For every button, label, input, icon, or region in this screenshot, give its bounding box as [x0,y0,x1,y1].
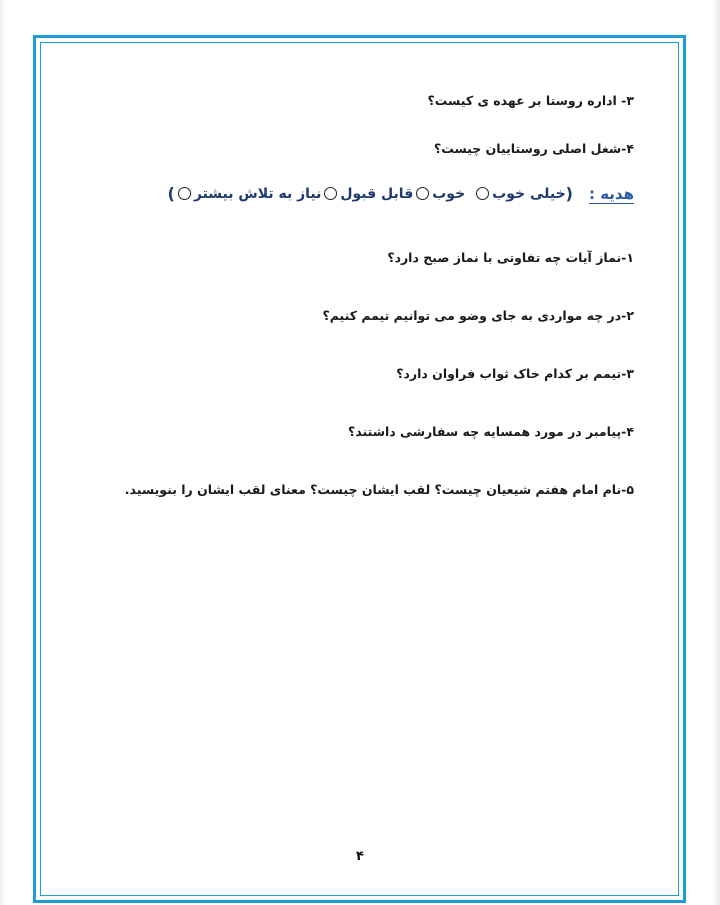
option-very-good: خیلی خوب [492,185,566,202]
question-tayammum-soil: ۳-تیمم بر کدام خاک ثواب فراوان دارد؟ [396,366,634,381]
page-number: ۴ [356,849,364,864]
gift-label: هدیه : [588,184,634,203]
open-paren: ( [565,184,573,203]
question-village-administration: ۳- اداره روستا بر عهده ی کیست؟ [427,93,634,108]
radio-good-icon[interactable] [416,187,429,200]
option-acceptable: قابل قبول [340,185,414,202]
question-prophet-neighbor: ۴-پیامبر در مورد همسایه چه سفارشی داشتند؟ [348,424,634,439]
close-paren: ) [167,184,175,203]
option-needs-effort: نیاز به تلاش بیشتر [193,185,322,202]
option-good: خوب [432,185,466,202]
grading-row [168,184,634,203]
question-tayammum-cases: ۲-در چه مواردی به جای وضو می توانیم تیمم کنیم؟ [322,308,634,323]
radio-very-good-icon[interactable] [476,187,489,200]
question-ayat-prayer: ۱-نماز آیات چه تفاوتی با نماز صبح دارد؟ [387,250,634,265]
question-seventh-imam: ۵-نام امام هفتم شیعیان چیست؟ لقب ایشان چیست؟ معنای لقب ایشان را بنویسید. [124,482,634,497]
page-border-inner [40,42,679,896]
radio-needs-effort-icon[interactable] [178,187,191,200]
question-villagers-occupation: ۴-شغل اصلی روستاییان چیست؟ [433,141,634,156]
radio-acceptable-icon[interactable] [324,187,337,200]
